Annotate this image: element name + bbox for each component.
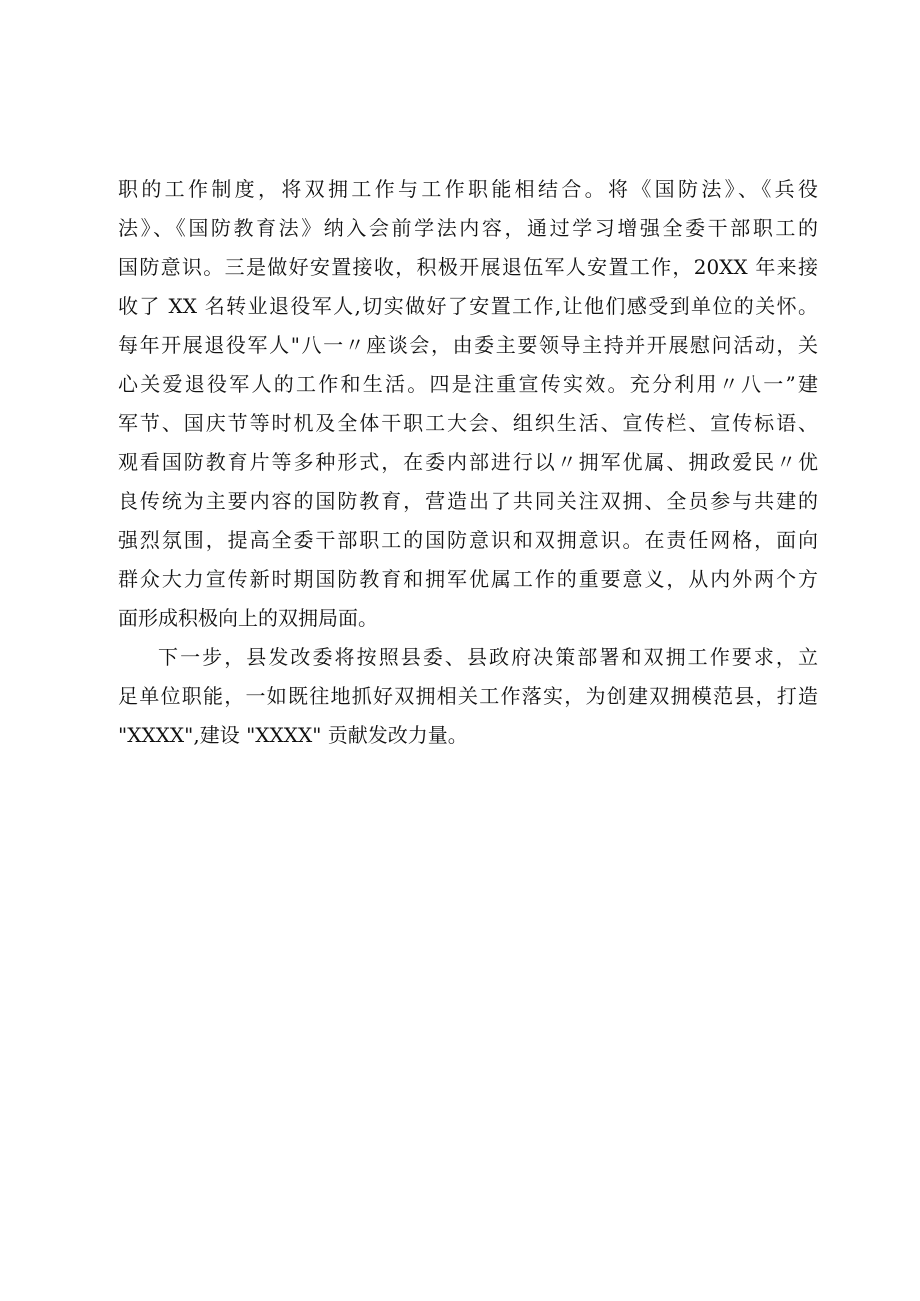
body-text bbox=[118, 170, 818, 755]
text-line: 收了 XX 名转业退役军人,切实做好了安置工作,让他们感受到单位的关怀。 bbox=[118, 294, 818, 318]
text-line: 职的工作制度，将双拥工作与工作职能相结合。将《国防法》、《兵役 bbox=[118, 177, 818, 201]
text-line: 面形成积极向上的双拥局面。 bbox=[118, 606, 378, 630]
text-line: 下一步，县发改委将按照县委、县政府决策部署和双拥工作要求，立 bbox=[158, 645, 818, 669]
text-line: "XXXX",建设 "XXXX" 贡献发改力量。 bbox=[118, 723, 468, 747]
text-line: 良传统为主要内容的国防教育，营造出了共同关注双拥、全员参与共建的 bbox=[118, 489, 818, 513]
text-line: 国防意识。三是做好安置接收，积极开展退伍军人安置工作，20XX 年来接 bbox=[118, 255, 818, 279]
paragraph-2 bbox=[118, 638, 818, 755]
text-line: 法》、《国防教育法》纳入会前学法内容，通过学习增强全委干部职工的 bbox=[118, 216, 818, 240]
text-line: 观看国防教育片等多种形式，在委内部进行以〃拥军优属、拥政爱民〃优 bbox=[118, 450, 818, 474]
paragraph-1 bbox=[118, 170, 818, 638]
text-line: 每年开展退役军人"八一〃座谈会，由委主要领导主持并开展慰问活动，关 bbox=[118, 333, 818, 357]
text-line: 心关爱退役军人的工作和生活。四是注重宣传实效。充分利用〃八一”建 bbox=[118, 372, 818, 396]
text-line: 足单位职能，一如既往地抓好双拥相关工作落实，为创建双拥模范县，打造 bbox=[118, 684, 818, 708]
text-line: 强烈氛围，提高全委干部职工的国防意识和双拥意识。在责任网格，面向 bbox=[118, 528, 818, 552]
text-line: 军节、国庆节等时机及全体干职工大会、组织生活、宣传栏、宣传标语、 bbox=[118, 411, 818, 435]
text-line: 群众大力宣传新时期国防教育和拥军优属工作的重要意义，从内外两个方 bbox=[118, 567, 818, 591]
